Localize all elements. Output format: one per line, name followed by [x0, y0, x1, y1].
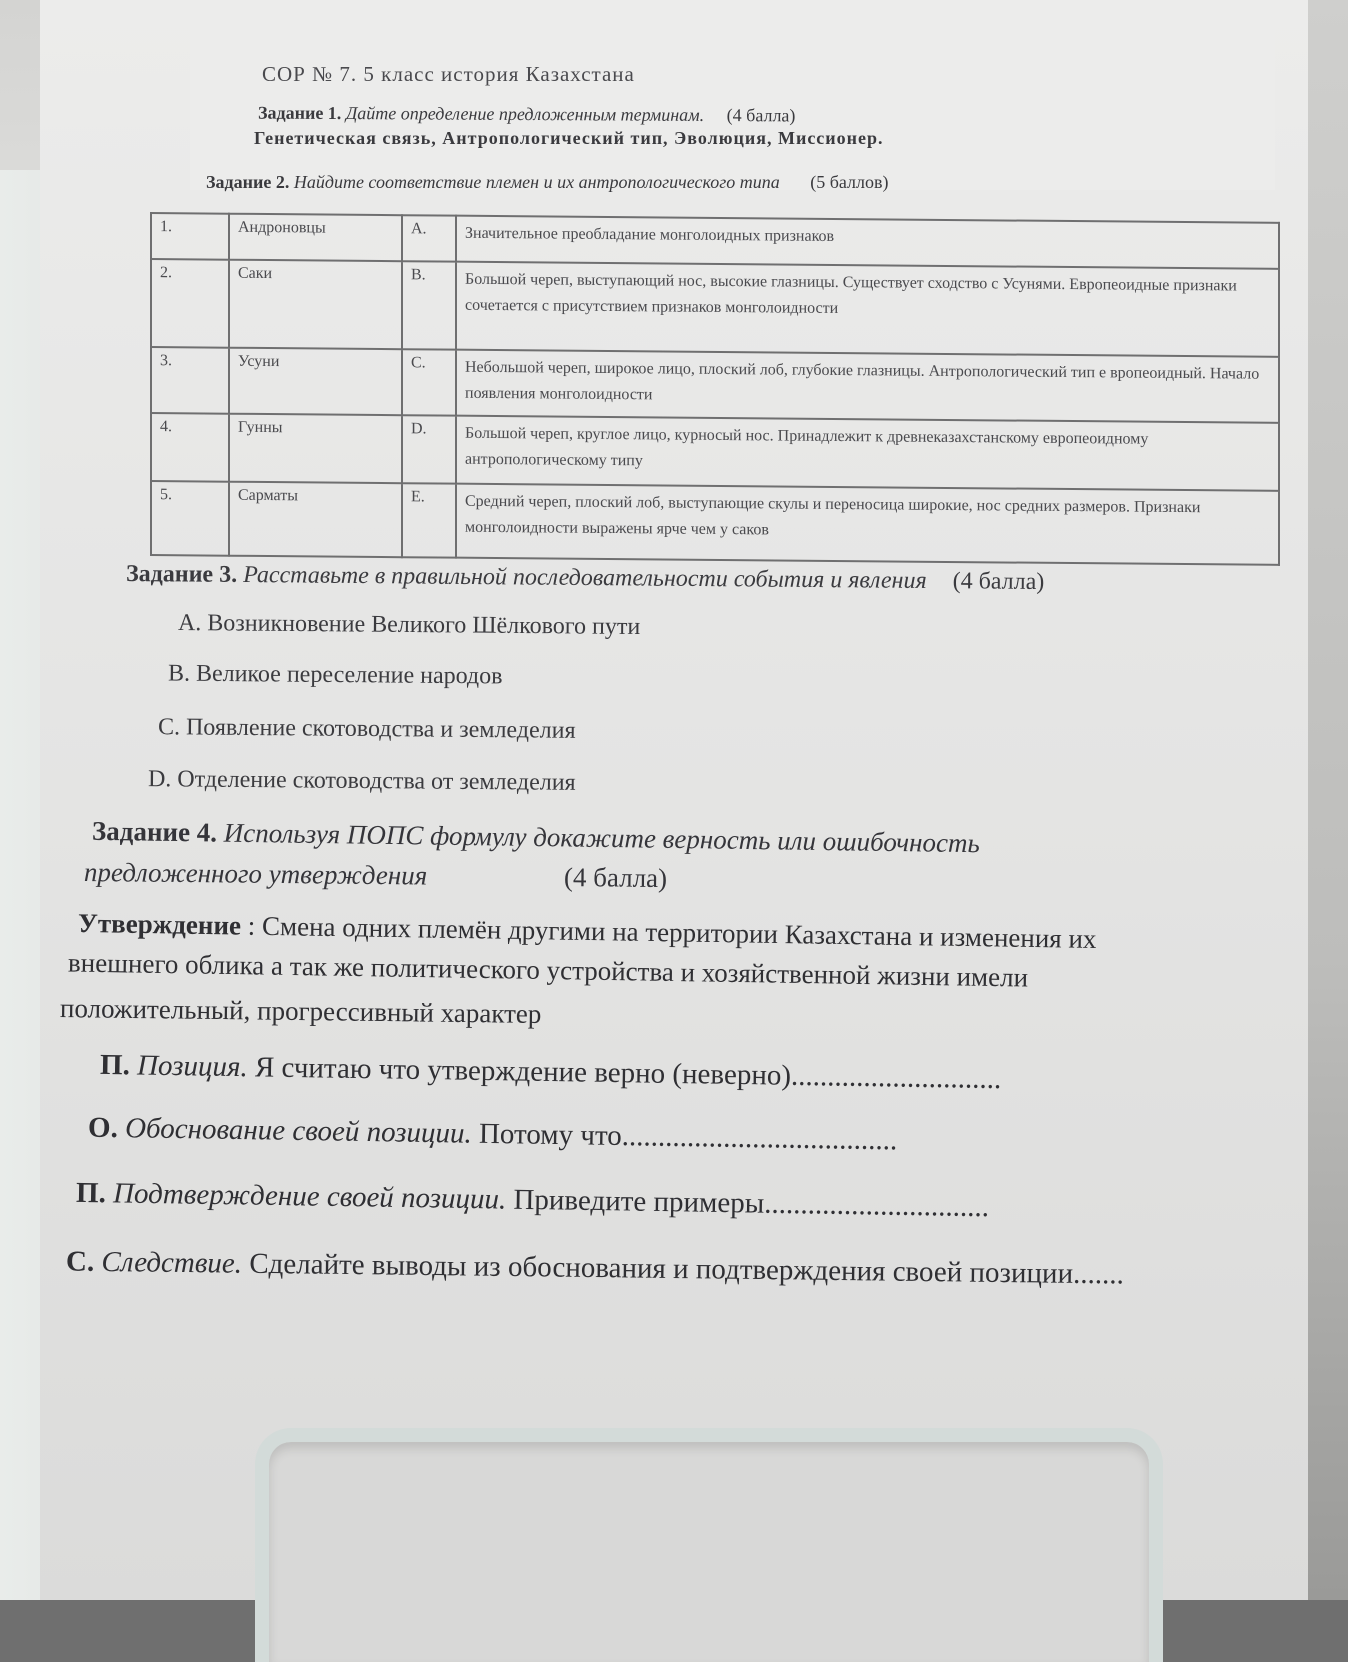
stand-clip [255, 1428, 1163, 1662]
task4-label: Задание 4. [91, 815, 218, 848]
task1-terms: Генетическая связь, Антропологический тип, Эволюция, Миссионер. [254, 128, 884, 148]
description-text: Небольшой череп, широкое лицо, плоский лоб, глубокие глазницы. Антропологический тип е вропеоидный. Начало появления монголоидности [456, 350, 1279, 423]
task4-instruction-1: Используя ПОПС формулу докажите верность или ошибочность [223, 817, 980, 859]
pops-letter: О. [87, 1111, 119, 1145]
task2-points: (5 баллов) [810, 172, 889, 192]
tribe-name: Усуни [229, 348, 402, 416]
pops-title: Позиция. [136, 1049, 248, 1084]
table-row [151, 259, 1279, 357]
tribe-name: Саки [229, 260, 402, 350]
task3-instruction: Расставьте в правильной последовательности события и явления [243, 562, 927, 594]
tribe-name: Сарматы [229, 482, 402, 558]
pops-text: Сделайте выводы из обоснования и подтверждения своей позиции....... [241, 1247, 1125, 1291]
row-number: 2. [151, 259, 229, 348]
statement-line2: внешнего облика а так же политического устройства и хозяйственной жизни имели [67, 947, 1029, 993]
description-text: Средний череп, плоский лоб, выступающие скулы и переносица широкие, нос средних размеров. Признаки монголоидности выражены ярче чем у саков [456, 484, 1279, 565]
pops-title: Обоснование своей позиции. [124, 1112, 473, 1150]
pops-letter: С. [65, 1245, 95, 1278]
sequence-item: B. Великое переселение народов [167, 660, 503, 690]
matching-table [150, 212, 1280, 566]
pops-letter: П. [99, 1048, 131, 1082]
table-row [151, 481, 1279, 565]
task2-line [206, 172, 889, 193]
description-letter: D. [402, 415, 456, 483]
tribe-name: Андроновцы [229, 214, 402, 262]
table-row [151, 347, 1279, 423]
task1-points: (4 балла) [726, 105, 796, 126]
task2-label: Задание 2. [206, 172, 290, 192]
sequence-item: C. Появление скотоводства и земледелия [157, 714, 576, 744]
worksheet-page-top [190, 0, 1275, 190]
task1-instruction: Дайте определение предложенным терминам. [345, 103, 705, 125]
pops-letter: П. [75, 1176, 107, 1210]
statement-label: Утверждение [77, 908, 242, 941]
pops-text: Я считаю что утверждение верно (неверно)............................. [247, 1051, 1002, 1096]
task4-instruction-2: предложенного утверждения [83, 856, 428, 891]
statement-text-1: : Смена одних племён другими на территории Казахстана и изменения их [240, 910, 1097, 954]
table-row [151, 413, 1279, 491]
task1-label: Задание 1. [257, 102, 342, 124]
row-number: 1. [151, 213, 229, 260]
tribe-name: Гунны [229, 414, 402, 484]
task4-line2 [84, 857, 667, 894]
description-letter: E. [402, 483, 456, 557]
pops-title: Следствие. [101, 1245, 243, 1280]
pops-title: Подтверждение своей позиции. [112, 1177, 507, 1216]
task4-points: (4 балла) [563, 861, 668, 894]
row-number: 5. [151, 481, 229, 556]
task2-instruction: Найдите соответствие племен и их антропологического типа [293, 172, 780, 192]
description-text: Значительное преобладание монголоидных признаков [456, 216, 1279, 269]
task1-line [258, 103, 796, 127]
description-text: Большой череп, круглое лицо, курносый нос. Принадлежит к древнеказахстанскому европеоидному антропологическому типу [456, 416, 1279, 491]
pops-text: Приведите примеры............................... [505, 1183, 990, 1224]
task3-label: Задание 3. [125, 560, 238, 588]
row-number: 4. [151, 413, 229, 482]
description-letter: B. [402, 261, 456, 349]
description-text: Большой череп, выступающий нос, высокие глазницы. Существует сходство с Усунями. Европеоидные признаки сочетается с присутствием признаков монголоидности [456, 262, 1279, 357]
statement-line3: положительный, прогрессивный характер [59, 993, 542, 1029]
sequence-item: A. Возникновение Великого Шёлкового пути [177, 609, 641, 641]
row-number: 3. [151, 347, 229, 414]
page-title: СОР № 7. 5 класс история Казахстана [262, 62, 635, 86]
description-letter: C. [402, 349, 456, 415]
pops-text: Потому что...................................... [471, 1117, 898, 1157]
task3-points: (4 балла) [952, 568, 1045, 596]
sequence-item: D. Отделение скотоводства от земледелия [147, 766, 576, 796]
description-letter: A. [402, 215, 456, 261]
